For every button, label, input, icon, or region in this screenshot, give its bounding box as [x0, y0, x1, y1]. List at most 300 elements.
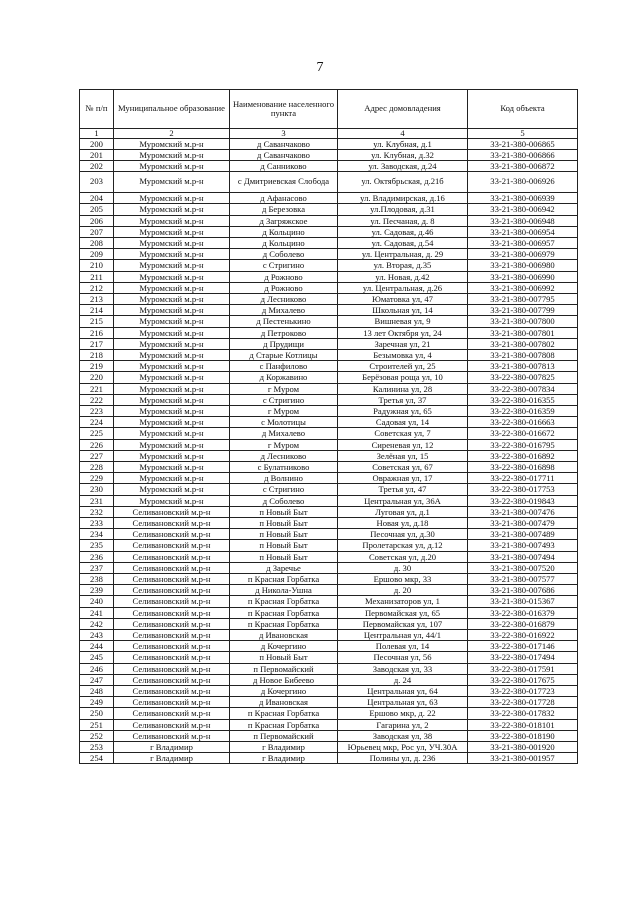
address-cell: Полевая ул, 14 [338, 641, 468, 652]
table-row [80, 719, 578, 730]
row-number-cell: 220 [80, 372, 114, 383]
table-row [80, 484, 578, 495]
row-number-cell: 201 [80, 149, 114, 160]
row-number-cell: 202 [80, 160, 114, 171]
municipality-cell: Селивановский м.р-н [114, 630, 230, 641]
municipality-cell: Муромский м.р-н [114, 338, 230, 349]
object-code-cell: 33-21-380-007476 [468, 506, 578, 517]
row-number-cell: 246 [80, 663, 114, 674]
row-number-cell: 209 [80, 249, 114, 260]
row-number-cell: 242 [80, 618, 114, 629]
object-code-cell: 33-21-380-007686 [468, 585, 578, 596]
settlement-cell: п Первомайский [230, 663, 338, 674]
address-cell: Строителей ул, 25 [338, 361, 468, 372]
table-row [80, 293, 578, 304]
municipality-cell: Селивановский м.р-н [114, 674, 230, 685]
object-code-cell: 33-22-380-007825 [468, 372, 578, 383]
settlement-cell: д Загряжское [230, 215, 338, 226]
row-number-cell: 245 [80, 652, 114, 663]
row-number-cell: 219 [80, 361, 114, 372]
settlement-cell: д Петроково [230, 327, 338, 338]
row-number-cell: 210 [80, 260, 114, 271]
table-row [80, 708, 578, 719]
column-number: 2 [114, 129, 230, 139]
municipality-cell: Селивановский м.р-н [114, 529, 230, 540]
settlement-cell: д Кольцино [230, 226, 338, 237]
address-cell: Центральная ул, 63 [338, 697, 468, 708]
municipality-cell: Муромский м.р-н [114, 394, 230, 405]
object-code-cell: 33-21-380-006865 [468, 138, 578, 149]
table-row [80, 215, 578, 226]
settlement-cell: п Новый Быт [230, 529, 338, 540]
row-number-cell: 252 [80, 730, 114, 741]
table-row [80, 607, 578, 618]
table-row [80, 428, 578, 439]
municipality-cell: Муромский м.р-н [114, 193, 230, 204]
settlement-cell: г Владимир [230, 742, 338, 753]
object-code-cell: 33-21-380-006872 [468, 160, 578, 171]
object-code-cell: 33-22-380-017675 [468, 674, 578, 685]
municipality-cell: Муромский м.р-н [114, 271, 230, 282]
row-number-cell: 225 [80, 428, 114, 439]
table-row [80, 495, 578, 506]
table-row [80, 686, 578, 697]
table-row [80, 562, 578, 573]
settlement-cell: д Пестенькино [230, 316, 338, 327]
row-number-cell: 250 [80, 708, 114, 719]
table-row [80, 450, 578, 461]
row-number-cell: 217 [80, 338, 114, 349]
row-number-cell: 214 [80, 305, 114, 316]
municipality-cell: Муромский м.р-н [114, 428, 230, 439]
page-number: 7 [316, 60, 324, 75]
row-number-cell: 234 [80, 529, 114, 540]
table-row [80, 417, 578, 428]
municipality-cell: Селивановский м.р-н [114, 574, 230, 585]
address-cell: Вишневая ул, 9 [338, 316, 468, 327]
address-cell: Третья ул, 37 [338, 394, 468, 405]
settlement-cell: г Владимир [230, 753, 338, 764]
table-row [80, 193, 578, 204]
municipality-cell: Муромский м.р-н [114, 361, 230, 372]
table-row [80, 327, 578, 338]
header-number: № п/п [80, 90, 114, 129]
address-cell: ул. Вторая, д.35 [338, 260, 468, 271]
table-header-row [80, 90, 578, 129]
row-number-cell: 244 [80, 641, 114, 652]
address-cell: Заречная ул, 21 [338, 338, 468, 349]
address-cell: Берёзовая роща ул, 10 [338, 372, 468, 383]
table-row [80, 249, 578, 260]
table-row [80, 630, 578, 641]
address-cell: ул. Октябрьская, д.21б [338, 172, 468, 193]
municipality-cell: Муромский м.р-н [114, 383, 230, 394]
row-number-cell: 204 [80, 193, 114, 204]
address-cell: Овражная ул, 17 [338, 473, 468, 484]
address-cell: 13 лет Октября ул, 24 [338, 327, 468, 338]
address-cell: ул. Центральная, д.26 [338, 282, 468, 293]
object-code-cell: 33-22-380-016795 [468, 439, 578, 450]
table-row [80, 405, 578, 416]
row-number-cell: 254 [80, 753, 114, 764]
address-cell: ул.Плодовая, д.31 [338, 204, 468, 215]
table-row [80, 585, 578, 596]
address-cell: ул. Заводская, д.24 [338, 160, 468, 171]
settlement-cell: д Ивановская [230, 697, 338, 708]
table-row [80, 730, 578, 741]
table-row [80, 518, 578, 529]
object-code-cell: 33-21-380-007808 [468, 349, 578, 360]
table-row [80, 473, 578, 484]
municipality-cell: Селивановский м.р-н [114, 562, 230, 573]
table-body [80, 129, 578, 764]
object-code-cell: 33-22-380-016663 [468, 417, 578, 428]
settlement-cell: д Коржавино [230, 372, 338, 383]
object-code-cell: 33-21-380-006954 [468, 226, 578, 237]
object-code-cell: 33-21-380-007802 [468, 338, 578, 349]
object-code-cell: 33-21-380-007801 [468, 327, 578, 338]
table-row [80, 361, 578, 372]
municipality-cell: Муромский м.р-н [114, 215, 230, 226]
address-cell: Ершово мкр, д. 22 [338, 708, 468, 719]
municipality-cell: Муромский м.р-н [114, 484, 230, 495]
object-code-cell: 33-21-380-007799 [468, 305, 578, 316]
object-code-cell: 33-21-380-007479 [468, 518, 578, 529]
address-cell: Новая ул, д.18 [338, 518, 468, 529]
table-row [80, 540, 578, 551]
object-code-cell: 33-21-380-006939 [468, 193, 578, 204]
municipality-cell: Муромский м.р-н [114, 473, 230, 484]
settlement-cell: г Муром [230, 383, 338, 394]
address-cell: ул. Новая, д.42 [338, 271, 468, 282]
table-row [80, 641, 578, 652]
header-municipality: Муниципальное образование [114, 90, 230, 129]
row-number-cell: 239 [80, 585, 114, 596]
municipality-cell: Муромский м.р-н [114, 172, 230, 193]
object-code-cell: 33-22-380-019843 [468, 495, 578, 506]
settlement-cell: с Стригино [230, 260, 338, 271]
settlement-cell: д Саванчаково [230, 138, 338, 149]
object-code-cell: 33-22-380-017494 [468, 652, 578, 663]
object-code-cell: 33-22-380-017728 [468, 697, 578, 708]
address-cell: Советская ул, 7 [338, 428, 468, 439]
settlement-cell: д Рожново [230, 271, 338, 282]
municipality-cell: Селивановский м.р-н [114, 607, 230, 618]
object-code-cell: 33-22-380-017146 [468, 641, 578, 652]
row-number-cell: 248 [80, 686, 114, 697]
settlement-cell: д Заречье [230, 562, 338, 573]
settlement-cell: д Лесниково [230, 293, 338, 304]
municipality-cell: Муромский м.р-н [114, 260, 230, 271]
row-number-cell: 206 [80, 215, 114, 226]
table-row [80, 574, 578, 585]
table-row [80, 338, 578, 349]
object-code-cell: 33-21-380-006866 [468, 149, 578, 160]
object-code-cell: 33-22-380-017711 [468, 473, 578, 484]
address-cell: ул. Центральная, д. 29 [338, 249, 468, 260]
table-row [80, 260, 578, 271]
settlement-cell: д Лесниково [230, 450, 338, 461]
address-cell: Первомайская ул, 65 [338, 607, 468, 618]
row-number-cell: 247 [80, 674, 114, 685]
settlement-cell: д Михалево [230, 428, 338, 439]
municipality-cell: Муромский м.р-н [114, 417, 230, 428]
address-cell: д. 24 [338, 674, 468, 685]
row-number-cell: 251 [80, 719, 114, 730]
settlement-cell: п Первомайский [230, 730, 338, 741]
municipality-cell: Селивановский м.р-н [114, 618, 230, 629]
address-cell: д. 20 [338, 585, 468, 596]
settlement-cell: п Красная Горбатка [230, 719, 338, 730]
municipality-cell: Муромский м.р-н [114, 160, 230, 171]
address-cell: Юрьевец мкр, Рос ул, УЧ.30А [338, 742, 468, 753]
object-code-cell: 33-22-380-017832 [468, 708, 578, 719]
row-number-cell: 253 [80, 742, 114, 753]
column-number: 1 [80, 129, 114, 139]
municipality-cell: Селивановский м.р-н [114, 596, 230, 607]
header-address: Адрес домовладения [338, 90, 468, 129]
settlement-cell: д Новое Бибеево [230, 674, 338, 685]
municipality-cell: Муромский м.р-н [114, 249, 230, 260]
settlement-cell: д Кольцино [230, 237, 338, 248]
row-number-cell: 240 [80, 596, 114, 607]
row-number-cell: 230 [80, 484, 114, 495]
address-cell: Песочная ул, 56 [338, 652, 468, 663]
municipality-cell: Селивановский м.р-н [114, 585, 230, 596]
address-cell: Первомайская ул, 107 [338, 618, 468, 629]
settlement-cell: д Соболево [230, 249, 338, 260]
row-number-cell: 213 [80, 293, 114, 304]
settlement-cell: д Михалево [230, 305, 338, 316]
row-number-cell: 249 [80, 697, 114, 708]
object-code-cell: 33-21-380-007795 [468, 293, 578, 304]
settlement-cell: с Стригино [230, 394, 338, 405]
header-settlement: Наименование населенного пункта [230, 90, 338, 129]
object-code-cell: 33-21-380-006948 [468, 215, 578, 226]
object-code-cell: 33-22-380-018101 [468, 719, 578, 730]
address-cell: Радужная ул, 65 [338, 405, 468, 416]
object-code-cell: 33-22-380-016379 [468, 607, 578, 618]
address-cell: Центральная ул, 36А [338, 495, 468, 506]
row-number-cell: 228 [80, 461, 114, 472]
table-row [80, 282, 578, 293]
address-cell: Заводская ул, 38 [338, 730, 468, 741]
settlement-cell: с Панфилово [230, 361, 338, 372]
row-number-cell: 212 [80, 282, 114, 293]
municipality-cell: Муромский м.р-н [114, 305, 230, 316]
object-code-cell: 33-21-380-007813 [468, 361, 578, 372]
table-row [80, 138, 578, 149]
object-code-cell: 33-22-380-007834 [468, 383, 578, 394]
municipality-cell: Селивановский м.р-н [114, 518, 230, 529]
row-number-cell: 233 [80, 518, 114, 529]
column-number-row [80, 129, 578, 139]
table-row [80, 461, 578, 472]
settlement-cell: г Муром [230, 405, 338, 416]
column-number: 5 [468, 129, 578, 139]
object-code-cell: 33-21-380-015367 [468, 596, 578, 607]
municipality-cell: Селивановский м.р-н [114, 708, 230, 719]
header-object-code: Код объекта [468, 90, 578, 129]
table-row [80, 226, 578, 237]
municipality-cell: Селивановский м.р-н [114, 730, 230, 741]
row-number-cell: 231 [80, 495, 114, 506]
address-cell: Песочная ул, д.30 [338, 529, 468, 540]
table-row [80, 383, 578, 394]
municipality-cell: Муромский м.р-н [114, 405, 230, 416]
address-cell: Заводская ул, 33 [338, 663, 468, 674]
object-code-cell: 33-22-380-016892 [468, 450, 578, 461]
settlement-cell: п Красная Горбатка [230, 618, 338, 629]
address-cell: Полины ул, д. 236 [338, 753, 468, 764]
municipality-cell: г Владимир [114, 742, 230, 753]
table-row [80, 271, 578, 282]
settlement-cell: д Санниково [230, 160, 338, 171]
table-row [80, 316, 578, 327]
object-code-cell: 33-22-380-017591 [468, 663, 578, 674]
settlement-cell: д Соболево [230, 495, 338, 506]
table-row [80, 652, 578, 663]
settlement-cell: д Кочергино [230, 641, 338, 652]
row-number-cell: 237 [80, 562, 114, 573]
address-cell: Пролетарская ул, д.12 [338, 540, 468, 551]
municipality-cell: Селивановский м.р-н [114, 540, 230, 551]
address-cell: ул. Клубная, д.1 [338, 138, 468, 149]
address-cell: ул. Владимирская, д.16 [338, 193, 468, 204]
address-cell: Центральная ул, 64 [338, 686, 468, 697]
municipality-cell: Селивановский м.р-н [114, 697, 230, 708]
object-code-cell: 33-22-380-016359 [468, 405, 578, 416]
municipality-cell: Муромский м.р-н [114, 372, 230, 383]
row-number-cell: 205 [80, 204, 114, 215]
address-cell: Калинина ул, 28 [338, 383, 468, 394]
municipality-cell: Селивановский м.р-н [114, 686, 230, 697]
row-number-cell: 221 [80, 383, 114, 394]
object-code-cell: 33-21-380-006957 [468, 237, 578, 248]
address-cell: Зелёная ул, 15 [338, 450, 468, 461]
row-number-cell: 235 [80, 540, 114, 551]
address-cell: Механизаторов ул, 1 [338, 596, 468, 607]
settlement-cell: д Саванчаково [230, 149, 338, 160]
object-code-cell: 33-21-380-001920 [468, 742, 578, 753]
address-cell: ул. Садовая, д.46 [338, 226, 468, 237]
row-number-cell: 200 [80, 138, 114, 149]
address-cell: Садовая ул, 14 [338, 417, 468, 428]
settlement-cell: д Никола-Ушна [230, 585, 338, 596]
row-number-cell: 207 [80, 226, 114, 237]
table-row [80, 394, 578, 405]
table-row [80, 663, 578, 674]
table-row [80, 596, 578, 607]
object-code-cell: 33-21-380-001957 [468, 753, 578, 764]
municipality-cell: Муромский м.р-н [114, 439, 230, 450]
address-cell: Школьная ул, 14 [338, 305, 468, 316]
settlement-cell: п Красная Горбатка [230, 708, 338, 719]
object-code-cell: 33-21-380-007494 [468, 551, 578, 562]
table-row [80, 742, 578, 753]
object-code-cell: 33-21-380-007800 [468, 316, 578, 327]
row-number-cell: 218 [80, 349, 114, 360]
settlement-cell: с Булатниково [230, 461, 338, 472]
address-cell: Советская ул, д.20 [338, 551, 468, 562]
object-code-cell: 33-22-380-016922 [468, 630, 578, 641]
settlement-cell: д Афанасово [230, 193, 338, 204]
row-number-cell: 208 [80, 237, 114, 248]
municipality-cell: Селивановский м.р-н [114, 719, 230, 730]
object-code-cell: 33-22-380-017723 [468, 686, 578, 697]
municipality-cell: Муромский м.р-н [114, 226, 230, 237]
object-code-cell: 33-21-380-006992 [468, 282, 578, 293]
object-code-cell: 33-22-380-018190 [468, 730, 578, 741]
table-row [80, 551, 578, 562]
settlement-cell: д Кочергино [230, 686, 338, 697]
table-row [80, 160, 578, 171]
object-code-cell: 33-22-380-016672 [468, 428, 578, 439]
object-code-cell: 33-22-380-017753 [468, 484, 578, 495]
address-cell: Безымовка ул, 4 [338, 349, 468, 360]
table-row [80, 674, 578, 685]
municipality-cell: Селивановский м.р-н [114, 506, 230, 517]
settlement-cell: п Новый Быт [230, 518, 338, 529]
table-row [80, 149, 578, 160]
municipality-cell: Муромский м.р-н [114, 495, 230, 506]
row-number-cell: 232 [80, 506, 114, 517]
registry-table [79, 89, 578, 764]
object-code-cell: 33-21-380-006926 [468, 172, 578, 193]
object-code-cell: 33-21-380-007577 [468, 574, 578, 585]
row-number-cell: 216 [80, 327, 114, 338]
settlement-cell: п Красная Горбатка [230, 596, 338, 607]
address-cell: Ершово мкр, 33 [338, 574, 468, 585]
address-cell: ул. Песчаная, д. 8 [338, 215, 468, 226]
row-number-cell: 241 [80, 607, 114, 618]
table-row [80, 172, 578, 193]
settlement-cell: п Новый Быт [230, 540, 338, 551]
settlement-cell: п Красная Горбатка [230, 574, 338, 585]
address-cell: Гагарина ул, 2 [338, 719, 468, 730]
row-number-cell: 226 [80, 439, 114, 450]
address-cell: Третья ул, 47 [338, 484, 468, 495]
municipality-cell: г Владимир [114, 753, 230, 764]
row-number-cell: 243 [80, 630, 114, 641]
settlement-cell: п Новый Быт [230, 506, 338, 517]
municipality-cell: Муромский м.р-н [114, 204, 230, 215]
table-row [80, 753, 578, 764]
address-cell: Советская ул, 67 [338, 461, 468, 472]
municipality-cell: Селивановский м.р-н [114, 652, 230, 663]
settlement-cell: с Молотицы [230, 417, 338, 428]
address-cell: Сиреневая ул, 12 [338, 439, 468, 450]
municipality-cell: Селивановский м.р-н [114, 641, 230, 652]
object-code-cell: 33-22-380-016898 [468, 461, 578, 472]
object-code-cell: 33-22-380-016355 [468, 394, 578, 405]
settlement-cell: д Ивановская [230, 630, 338, 641]
row-number-cell: 229 [80, 473, 114, 484]
settlement-cell: д Березовка [230, 204, 338, 215]
row-number-cell: 224 [80, 417, 114, 428]
row-number-cell: 236 [80, 551, 114, 562]
row-number-cell: 203 [80, 172, 114, 193]
settlement-cell: п Новый Быт [230, 551, 338, 562]
municipality-cell: Муромский м.р-н [114, 316, 230, 327]
municipality-cell: Селивановский м.р-н [114, 551, 230, 562]
municipality-cell: Муромский м.р-н [114, 237, 230, 248]
municipality-cell: Муромский м.р-н [114, 282, 230, 293]
municipality-cell: Муромский м.р-н [114, 149, 230, 160]
column-number: 4 [338, 129, 468, 139]
municipality-cell: Селивановский м.р-н [114, 663, 230, 674]
object-code-cell: 33-21-380-006990 [468, 271, 578, 282]
